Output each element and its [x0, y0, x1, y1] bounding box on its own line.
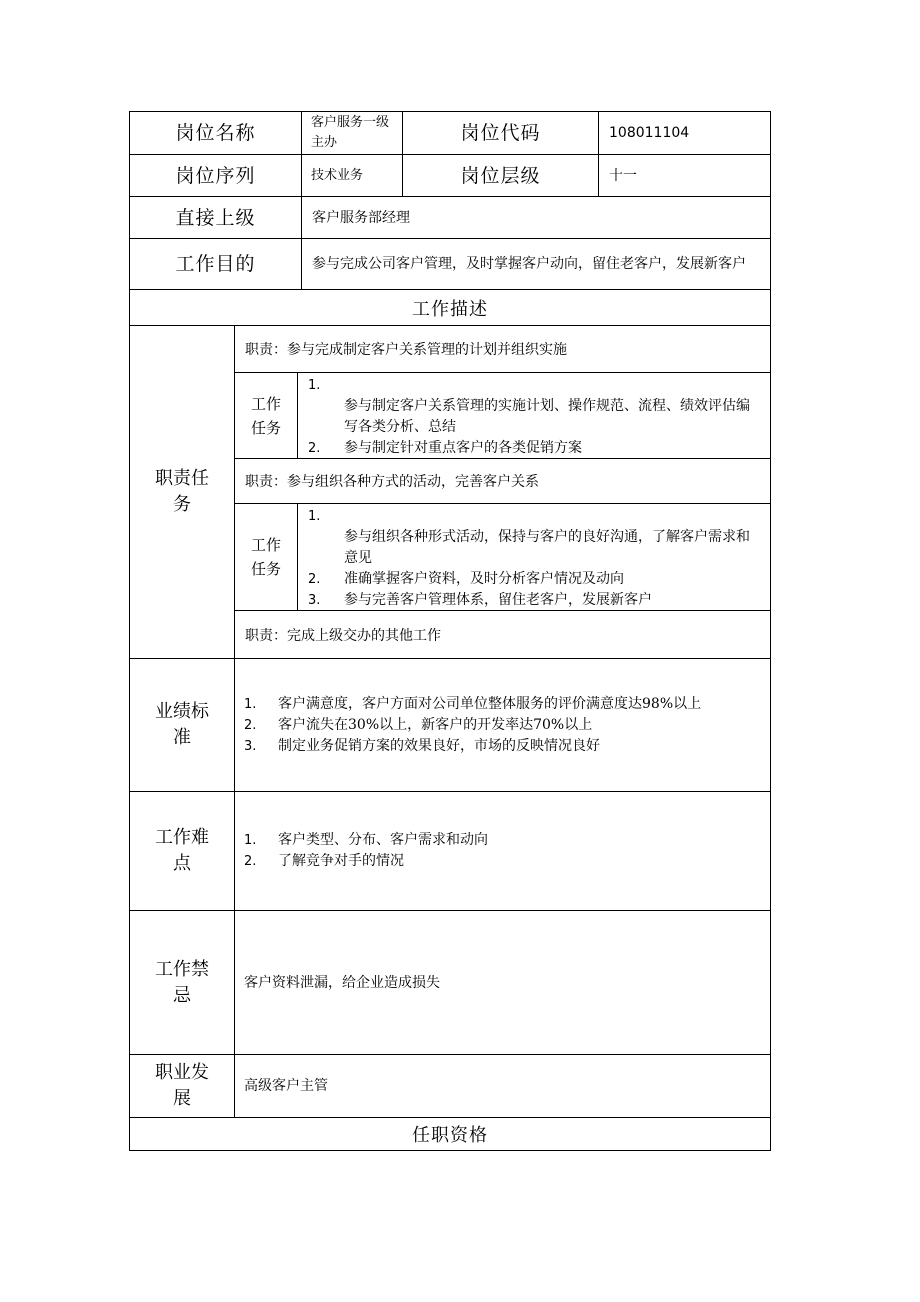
position-series-label-text: 岗位序列: [175, 164, 256, 187]
duty-row: [234, 610, 771, 659]
task-number: 3.: [308, 593, 321, 608]
list-number: 3.: [244, 738, 257, 754]
position-level-value: [598, 154, 771, 197]
list-item: [244, 694, 770, 715]
task-item: [308, 590, 758, 611]
responsibility-label-text: 职责任务: [155, 468, 209, 515]
list-number: 2.: [244, 854, 257, 869]
task-text: 参与组织各种形式活动，保持与客户的良好沟通，了解客户需求和意见: [344, 529, 750, 566]
career-value-text: 高级客户主管: [244, 1078, 328, 1094]
list-item: [244, 715, 770, 736]
task-text: 参与完善客户管理体系，留住老客户，发展新客户: [344, 592, 652, 608]
task-item: [308, 375, 758, 396]
taboos-value: [234, 910, 771, 1055]
superior-value: [301, 196, 771, 239]
list-item: [244, 736, 770, 757]
position-name-value-text: 客户服务一级主办: [311, 115, 390, 150]
position-code-label-text: 岗位代码: [460, 122, 541, 144]
list-text: 客户满意度，客户方面对公司单位整体服务的评价满意度达98%以上: [278, 695, 702, 712]
duty-row: [234, 458, 771, 504]
position-level-label-text: 岗位层级: [460, 164, 541, 187]
duty-text: 职责：完成上级交办的其他工作: [245, 627, 441, 644]
list-text: 制定业务促销方案的效果良好，市场的反映情况良好: [278, 737, 600, 754]
duty-row: [234, 325, 771, 373]
task-number: 1.: [308, 509, 321, 524]
job-description-table: [129, 111, 771, 1151]
performance-label: [129, 658, 235, 792]
superior-label-text: 直接上级: [175, 206, 256, 229]
taboos-label-text: 工作禁忌: [155, 958, 209, 1006]
task-label-text: 工作任务: [251, 394, 282, 437]
list-text: 了解竞争对手的情况: [278, 853, 404, 869]
performance-label-text: 业绩标准: [155, 701, 209, 748]
list-text: 客户类型、分布、客户需求和动向: [278, 832, 488, 848]
list-number: 1.: [244, 833, 257, 848]
task-label: [234, 503, 298, 611]
work-description-title: [129, 289, 771, 326]
position-name-label-text: 岗位名称: [175, 122, 256, 144]
task-item: [308, 569, 758, 590]
list-text: 客户流失在30%以上，新客户的开发率达70%以上: [278, 716, 593, 733]
work-description-title-text: 工作描述: [412, 298, 488, 320]
task-number: 1.: [308, 378, 321, 393]
performance-list: [234, 658, 771, 792]
difficulties-label: [129, 791, 235, 911]
task-text: 参与制定客户关系管理的实施计划、操作规范、流程、绩效评估编写各类分析、总结: [344, 398, 750, 435]
career-label: [129, 1054, 235, 1118]
career-value: [234, 1054, 771, 1118]
list-item: [244, 851, 770, 872]
task-number: 2.: [308, 572, 321, 587]
purpose-value-text: 参与完成公司客户管理，及时掌握客户动向，留住老客户，发展新客户: [312, 256, 746, 272]
task-label-text: 工作任务: [251, 536, 282, 578]
superior-value-text: 客户服务部经理: [312, 209, 410, 226]
position-level-value-text: 十一: [609, 167, 637, 184]
task-list: [297, 503, 771, 611]
list-item: [244, 830, 770, 851]
position-series-value: [301, 154, 403, 197]
duty-text: 职责：参与完成制定客户关系管理的计划并组织实施: [245, 342, 567, 358]
taboos-label: [129, 910, 235, 1055]
position-series-value-text: 技术业务: [311, 167, 364, 183]
position-code-value-text: 108011104: [609, 125, 690, 141]
task-list: [297, 372, 771, 459]
task-text: 参与制定针对重点客户的各类促销方案: [344, 440, 582, 456]
position-series-label: [129, 154, 302, 197]
position-name-label: [129, 111, 302, 155]
list-number: 2.: [244, 717, 257, 733]
position-code-label: [402, 111, 599, 155]
list-number: 1.: [244, 696, 257, 712]
task-text: 准确掌握客户资料，及时分析客户情况及动向: [344, 571, 624, 587]
career-label-text: 职业发展: [155, 1062, 209, 1109]
purpose-label-text: 工作目的: [175, 253, 256, 275]
superior-label: [129, 196, 302, 239]
purpose-value: [301, 238, 771, 290]
position-code-value: [598, 111, 771, 155]
qualifications-title: [129, 1117, 771, 1151]
difficulties-list: [234, 791, 771, 911]
difficulties-label-text: 工作难点: [155, 827, 209, 874]
responsibility-label: [129, 325, 235, 659]
position-level-label: [402, 154, 599, 197]
qualifications-title-text: 任职资格: [412, 1125, 488, 1146]
task-label: [234, 372, 298, 459]
task-item: [308, 506, 758, 527]
task-item: [308, 438, 758, 459]
position-name-value: [301, 111, 403, 155]
task-number: 2.: [308, 441, 321, 456]
duty-text: 职责：参与组织各种方式的活动，完善客户关系: [245, 474, 539, 490]
taboos-value-text: 客户资料泄漏，给企业造成损失: [244, 974, 440, 991]
purpose-label: [129, 238, 302, 290]
